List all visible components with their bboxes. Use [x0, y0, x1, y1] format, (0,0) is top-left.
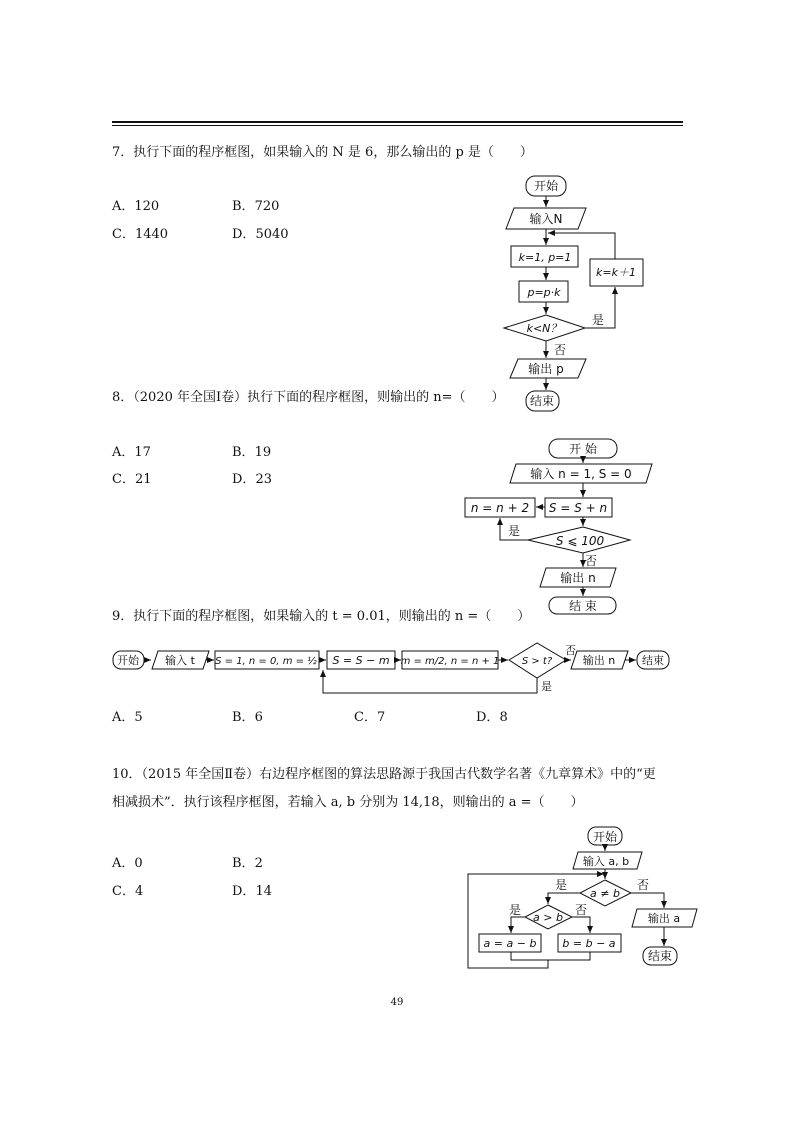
option-letter: C． [112, 472, 135, 487]
option-text: 5040 [255, 227, 289, 242]
q7-end-label: 结束 [529, 394, 555, 408]
q8-end-label: 结 束 [569, 599, 597, 613]
page-number: 49 [390, 997, 404, 1008]
q8-cond-label: S ⩽ 100 [555, 534, 605, 548]
q8-output-label: 输出 n [560, 571, 596, 585]
q7-no-label: 否 [554, 343, 567, 357]
option-letter: B． [232, 710, 255, 725]
q8-start-label: 开 始 [569, 442, 597, 456]
option-text: 14 [255, 884, 272, 899]
q10-assign-a-label: a = a − b [483, 937, 537, 950]
q10-cond-ne-label: a ≠ b [590, 887, 620, 900]
q8-input-label: 输入 n = 1, S = 0 [530, 467, 632, 481]
q8-no-label: 否 [585, 554, 598, 568]
option-text: 5 [134, 710, 143, 725]
option-letter: B． [232, 199, 255, 214]
option-text: 7 [376, 710, 386, 725]
option-letter: A． [112, 445, 135, 460]
q9-stem: 9．执行下面的程序框图，如果输入的 t = 0.01，则输出的 n =（ ） [112, 609, 531, 624]
option-text: 2 [254, 856, 263, 871]
q7-flowchart [504, 176, 643, 411]
q10-yes1-label: 是 [555, 878, 568, 892]
q9-update-label: m = m/2, n = n + 1 [400, 656, 500, 667]
option-text: 23 [255, 472, 272, 487]
option-letter: B． [232, 856, 255, 871]
option-text: 21 [134, 472, 152, 487]
q7-update-label: p=p·k [527, 286, 561, 299]
q10-stem-line1: 10．（2015 年全国Ⅱ卷）右边程序框图的算法思路源于我国古代数学名著《九章算术》中的“更 [112, 767, 656, 782]
option-text: 120 [134, 199, 160, 214]
option-letter: B． [232, 445, 255, 460]
q9-start-label: 开始 [117, 654, 139, 667]
q9-cond-label: S > t? [521, 656, 553, 667]
q10-no2-label: 否 [575, 903, 588, 917]
q8-stem: 8．（2020 年全国Ⅰ卷）执行下面的程序框图，则输出的 n=（ ） [112, 390, 505, 405]
option-letter: D． [232, 227, 256, 242]
q10-flowchart-labels [484, 829, 681, 963]
q7-incr-label: k=k＋1 [596, 266, 636, 279]
q7-cond-label: k<N？ [526, 322, 562, 335]
option-letter: A． [112, 856, 135, 871]
q9-end-label: 结束 [642, 654, 664, 667]
option-text: 6 [254, 710, 263, 725]
option-text: 19 [254, 445, 272, 460]
option-letter: A． [112, 199, 135, 214]
option-text: 0 [134, 856, 143, 871]
q10-cond-gt-label: a > b [533, 911, 563, 924]
q10-stem-line2: 相减损术”．执行该程序框图，若输入 a, b 分别为 14,18，则输出的 a =（ ） [112, 795, 584, 810]
option-letter: C． [112, 884, 135, 899]
q10-input-label: 输入 a, b [582, 855, 630, 868]
q7-output-label: 输出 p [528, 362, 564, 376]
q9-init-label: S = 1, n = 0, m = ½ [215, 656, 317, 667]
q7-flowchart-labels [519, 178, 636, 408]
q7-yes-label: 是 [592, 313, 605, 327]
q7-start-label: 开始 [533, 179, 559, 193]
q9-output-label: 输出 n [582, 654, 616, 667]
option-letter: C． [354, 710, 377, 725]
q10-output-label: 输出 a [647, 912, 681, 925]
q7-init-label: k=1, p=1 [518, 251, 572, 264]
q10-assign-b-label: b = b − a [562, 937, 616, 950]
option-letter: C． [112, 227, 135, 242]
option-text: 17 [134, 445, 151, 460]
q9-flowchart [113, 643, 669, 693]
q9-no-label: 否 [565, 644, 576, 657]
option-letter: D． [232, 472, 256, 487]
option-letter: D． [476, 710, 500, 725]
option-text: 8 [499, 710, 508, 725]
q8-yes-label: 是 [508, 524, 521, 538]
q10-end-label: 结束 [647, 949, 673, 963]
q9-yes-label: 是 [541, 680, 552, 693]
q7-stem: 7．执行下面的程序框图，如果输入的 N 是 6，那么输出的 p 是（ ） [112, 145, 533, 160]
option-text: 1440 [134, 227, 169, 242]
q10-start-label: 开始 [592, 830, 618, 844]
option-letter: A． [112, 710, 135, 725]
q9-sub-label: S = S − m [332, 654, 390, 667]
q7-input-label: 输入N [529, 212, 563, 226]
q8-incr-n-label: n = n + 2 [470, 501, 530, 515]
q9-input-label: 输入 t [165, 654, 195, 667]
q8-sum-label: S = S + n [548, 501, 608, 515]
option-letter: D． [232, 884, 256, 899]
q8-flowchart [465, 439, 652, 614]
option-text: 4 [134, 884, 144, 899]
option-text: 720 [254, 199, 280, 214]
q10-no1-label: 否 [637, 878, 650, 892]
q10-yes2-label: 是 [509, 903, 522, 917]
